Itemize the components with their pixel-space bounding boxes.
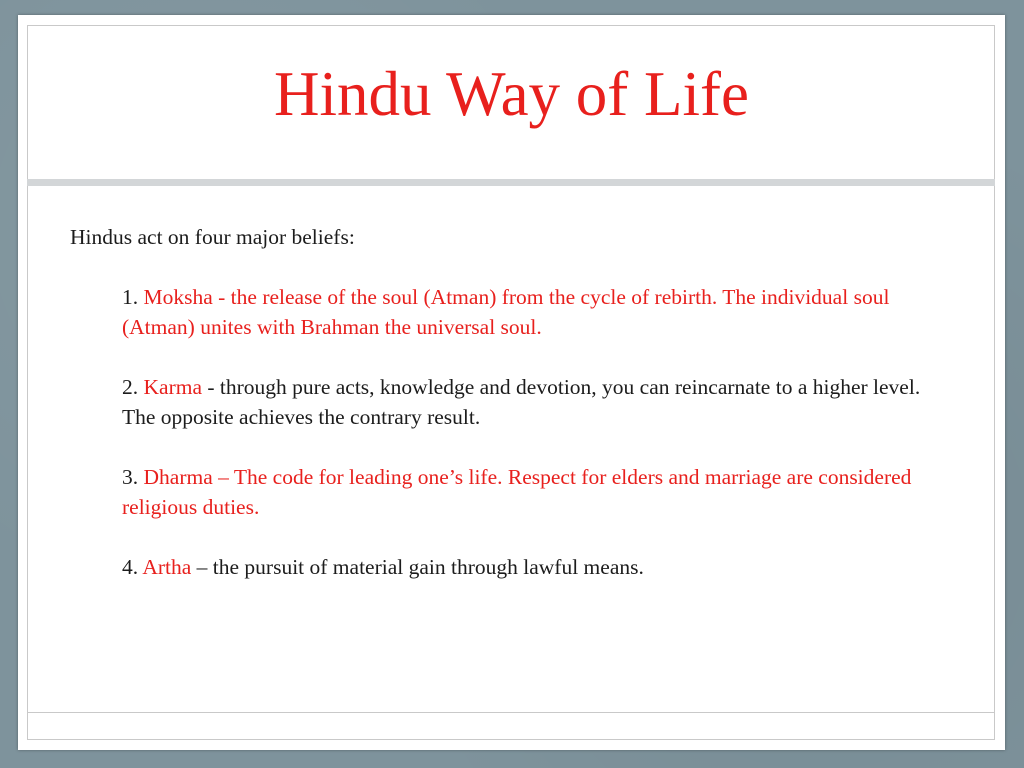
belief-term: Dharma – The code for leading one’s life. Respect for elders and marriage are considered religious duties. (122, 465, 912, 519)
title-divider (27, 179, 995, 186)
footer-divider (27, 712, 995, 713)
belief-term: Karma (143, 375, 202, 399)
belief-number: 1. (122, 285, 144, 309)
belief-description: - through pure acts, knowledge and devotion, you can reincarnate to a higher level. The opposite achieves the contrary result. (122, 375, 921, 429)
belief-item-moksha (122, 282, 952, 342)
slide-content (70, 222, 970, 612)
slide-title: Hindu Way of Life (274, 59, 749, 129)
belief-item-dharma (122, 462, 952, 522)
belief-description: – the pursuit of material gain through lawful means. (191, 555, 644, 579)
intro-text: Hindus act on four major beliefs: (70, 225, 355, 249)
belief-number: 4. (122, 555, 143, 579)
belief-term: Moksha - the release of the soul (Atman) from the cycle of rebirth. The individual soul (Atman) unites with Brahman the universal soul. (122, 285, 890, 339)
belief-number: 2. (122, 375, 144, 399)
belief-term: Artha (142, 555, 192, 579)
belief-item-artha (122, 552, 952, 582)
belief-number: 3. (122, 465, 144, 489)
slide (18, 15, 1005, 750)
belief-item-karma (122, 372, 952, 432)
